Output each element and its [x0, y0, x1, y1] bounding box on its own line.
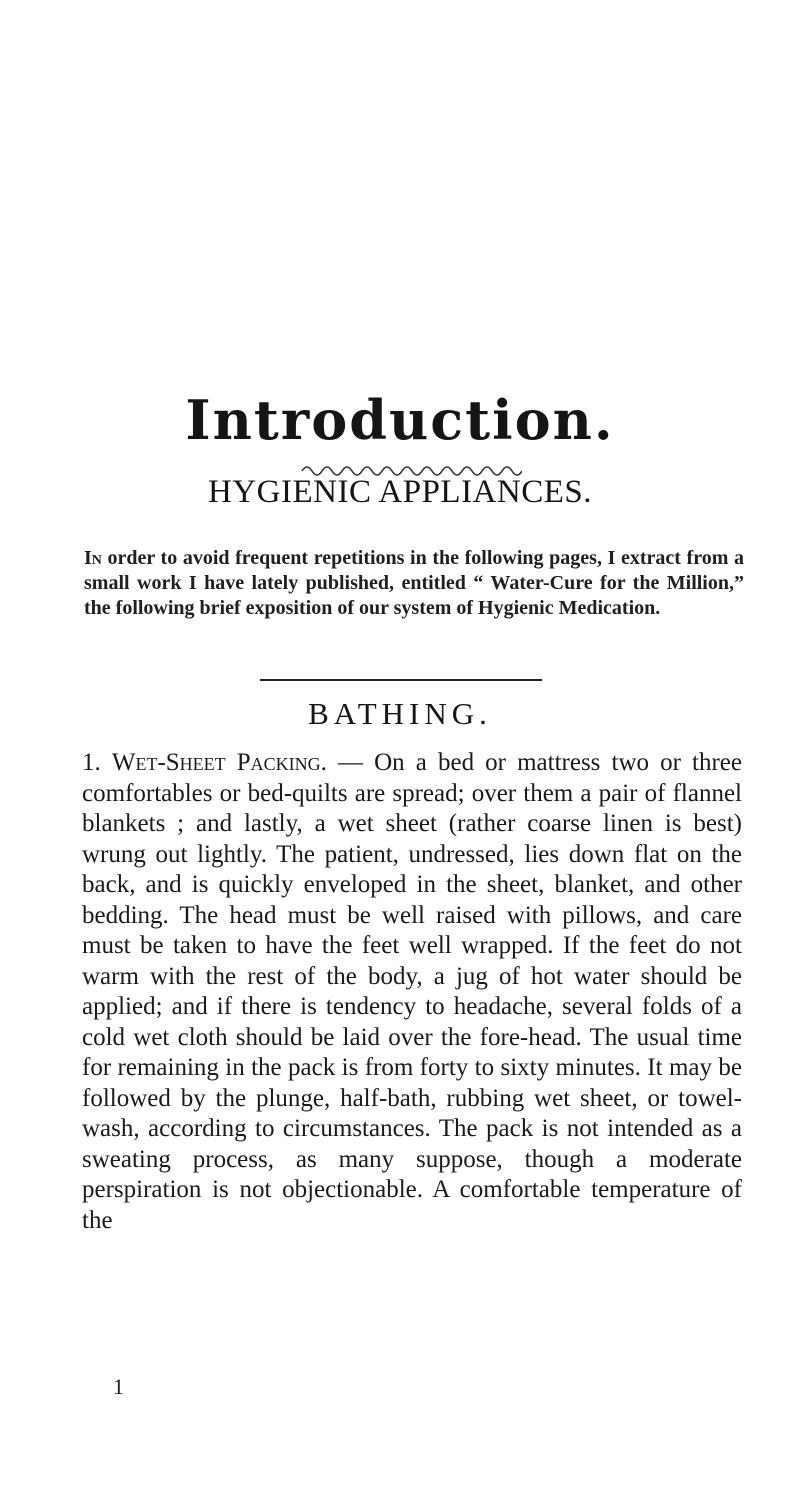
- paragraph-text: On a bed or mattress two or three comfortables or bed-quilts are spread; over them a pair of flannel blankets ; and lastly, a wet sheet (rather coarse linen is best) wrung out lightly. The patient, undressed, lies down flat on the back, and is quickly enveloped in the sheet, blanket, and other bedding. The head must be well raised with pillows, and care must be taken to have the feet well wrapped. If the feet do not warm with the rest of the body, a jug of hot water should be applied; and if there is tendency to headache, several folds of a cold wet cloth should be laid over the fore-head. The usual time for remaining in the pack is from forty to sixty minutes. It may be followed by the plunge, half-bath, rubbing wet sheet, or towel-wash, according to circumstances. The pack is not intended as a sweating process, as many suppose, though a moderate perspiration is not objectionable. A comfortable temperature of the: [82, 749, 743, 1234]
- chapter-title: Introduction.: [185, 388, 615, 452]
- paragraph-wet-sheet-packing: [82, 748, 742, 1236]
- paragraph-number: 1.: [82, 749, 101, 776]
- page-number: 1: [113, 1374, 124, 1399]
- paragraph-heading: Wet-Sheet Packing.: [111, 749, 327, 776]
- section-heading: HYGIENIC APPLIANCES.: [207, 474, 593, 510]
- intro-lead-word: In: [84, 547, 102, 569]
- horizontal-rule: [260, 679, 542, 681]
- intro-paragraph: [84, 546, 744, 621]
- paragraph-dash: —: [326, 749, 375, 776]
- intro-text: order to avoid frequent repetitions in the following pages, I extract from a small work I have lately published, entitled “ Water-Cure for the Million,” the following brief exposition of our system of Hygienic Medication.: [84, 547, 744, 619]
- subsection-heading: BATHING.: [308, 696, 492, 731]
